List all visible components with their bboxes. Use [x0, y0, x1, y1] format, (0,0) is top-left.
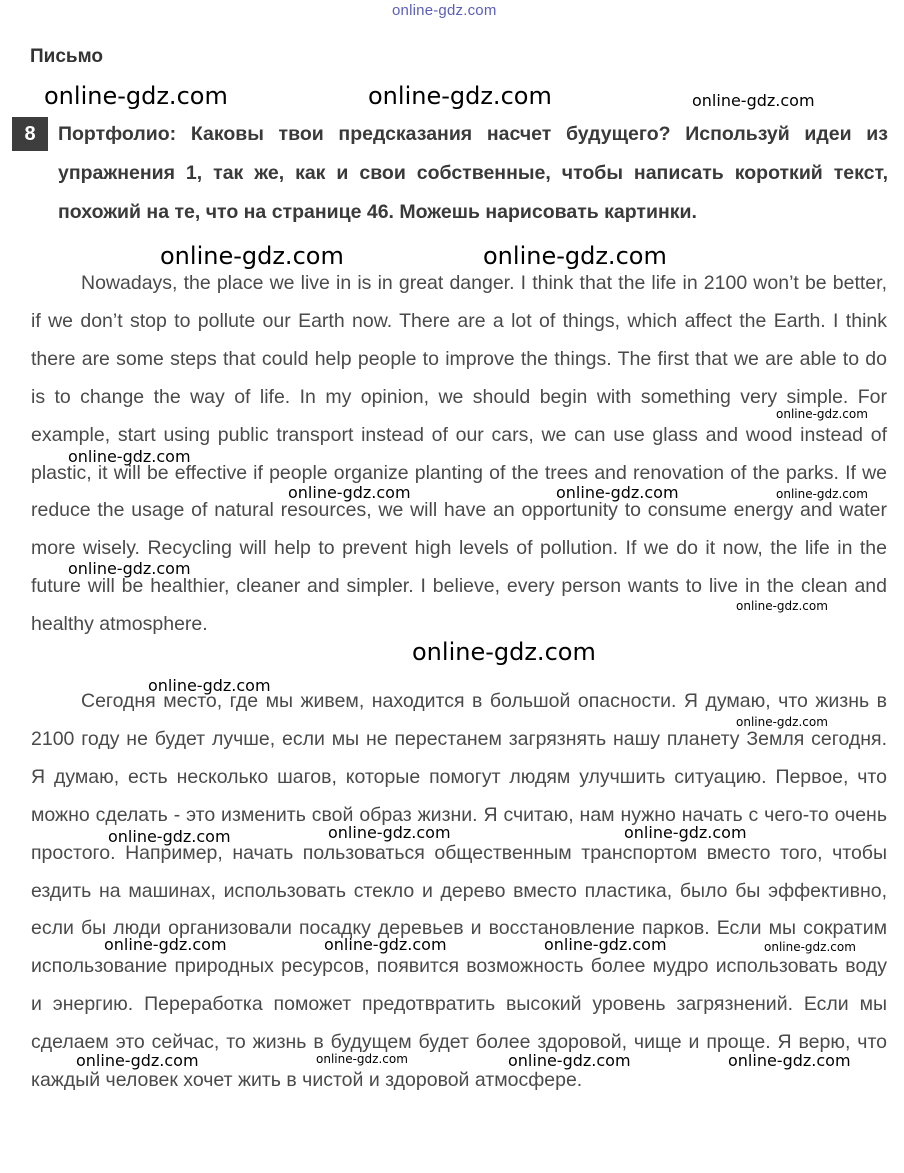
watermark: online-gdz.com [328, 823, 451, 842]
watermark: online-gdz.com [288, 483, 411, 502]
watermark: online-gdz.com [316, 1052, 408, 1066]
essay-english-paragraph: Nowadays, the place we live in is in great danger. I think that the life in 2100 won’t be better, if we don’t stop to pollute our Earth now. There are a lot of things, which affect the Earth. I think there are some steps that could help people to improve the things. The first that we are able to do is to change the way of life. In my opinion, we should begin with something very simple. For example, start using public transport instead of our cars, we can use glass and wood instead of plastic, it will be effective if people organize planting of the trees and renovation of the parks. If we reduce the usage of natural resources, we will have an opportunity to consume energy and water more wisely. Recycling will help to prevent high levels of pollution. If we do it now, the life in the future will be healthier, cleaner and simpler. I believe, every person wants to live in the clean and healthy atmosphere. [31, 272, 887, 636]
watermark: online-gdz.com [544, 935, 667, 954]
watermark: online-gdz.com [368, 82, 552, 110]
watermark: online-gdz.com [736, 599, 828, 613]
watermark: online-gdz.com [104, 935, 227, 954]
watermark: online-gdz.com [776, 407, 868, 421]
watermark: online-gdz.com [692, 91, 815, 110]
watermark: online-gdz.com [160, 242, 344, 270]
watermark: online-gdz.com [148, 676, 271, 695]
watermark: online-gdz.com [76, 1051, 199, 1070]
watermark: online-gdz.com [412, 638, 596, 666]
site-url-header[interactable]: online-gdz.com [392, 2, 497, 19]
essay-russian-paragraph: Сегодня место, где мы живем, находится в большой опасности. Я думаю, что жизнь в 2100 году не будет лучше, если мы не перестанем загрязнять нашу планету Земля сегодня. Я думаю, есть несколько шагов, которые помогут людям улучшить ситуацию. Первое, что можно сделать - это изменить свой образ жизни. Я считаю, нам нужно начать с чего-то очень простого. Например, начать пользоваться общественным транспортом вместо того, чтобы ездить на машинах, использовать стекло и дерево вместо пластика, было бы эффективно, если бы люди организовали посадку деревьев и восстановление парков. Если мы сократим использование природных ресурсов, появится возможность более мудро использовать воду и энергию. Переработка поможет предотвратить высокий уровень загрязнений. Если мы сделаем это сейчас, то жизнь в будущем будет более здоровой, чище и проще. Я верю, что каждый человек хочет жить в чистой и здоровой атмосфере. [31, 690, 887, 1092]
watermark: online-gdz.com [68, 559, 191, 578]
watermark: online-gdz.com [736, 715, 828, 729]
watermark: online-gdz.com [108, 827, 231, 846]
watermark: online-gdz.com [624, 823, 747, 842]
watermark: online-gdz.com [764, 940, 856, 954]
watermark: online-gdz.com [508, 1051, 631, 1070]
watermark: online-gdz.com [728, 1051, 851, 1070]
section-title: Письмо [30, 46, 103, 67]
watermark: online-gdz.com [68, 447, 191, 466]
watermark: online-gdz.com [324, 935, 447, 954]
task-number-badge: 8 [12, 117, 48, 151]
watermark: online-gdz.com [556, 483, 679, 502]
watermark: online-gdz.com [483, 242, 667, 270]
watermark: online-gdz.com [44, 82, 228, 110]
task-instruction: Портфолио: Каковы твои предсказания насчет будущего? Используй идеи из упражнения 1, так же, как и свои собственные, чтобы написать короткий текст, похожий на те, что на странице 46. Можешь нарисовать картинки. [58, 123, 888, 223]
watermark: online-gdz.com [776, 487, 868, 501]
